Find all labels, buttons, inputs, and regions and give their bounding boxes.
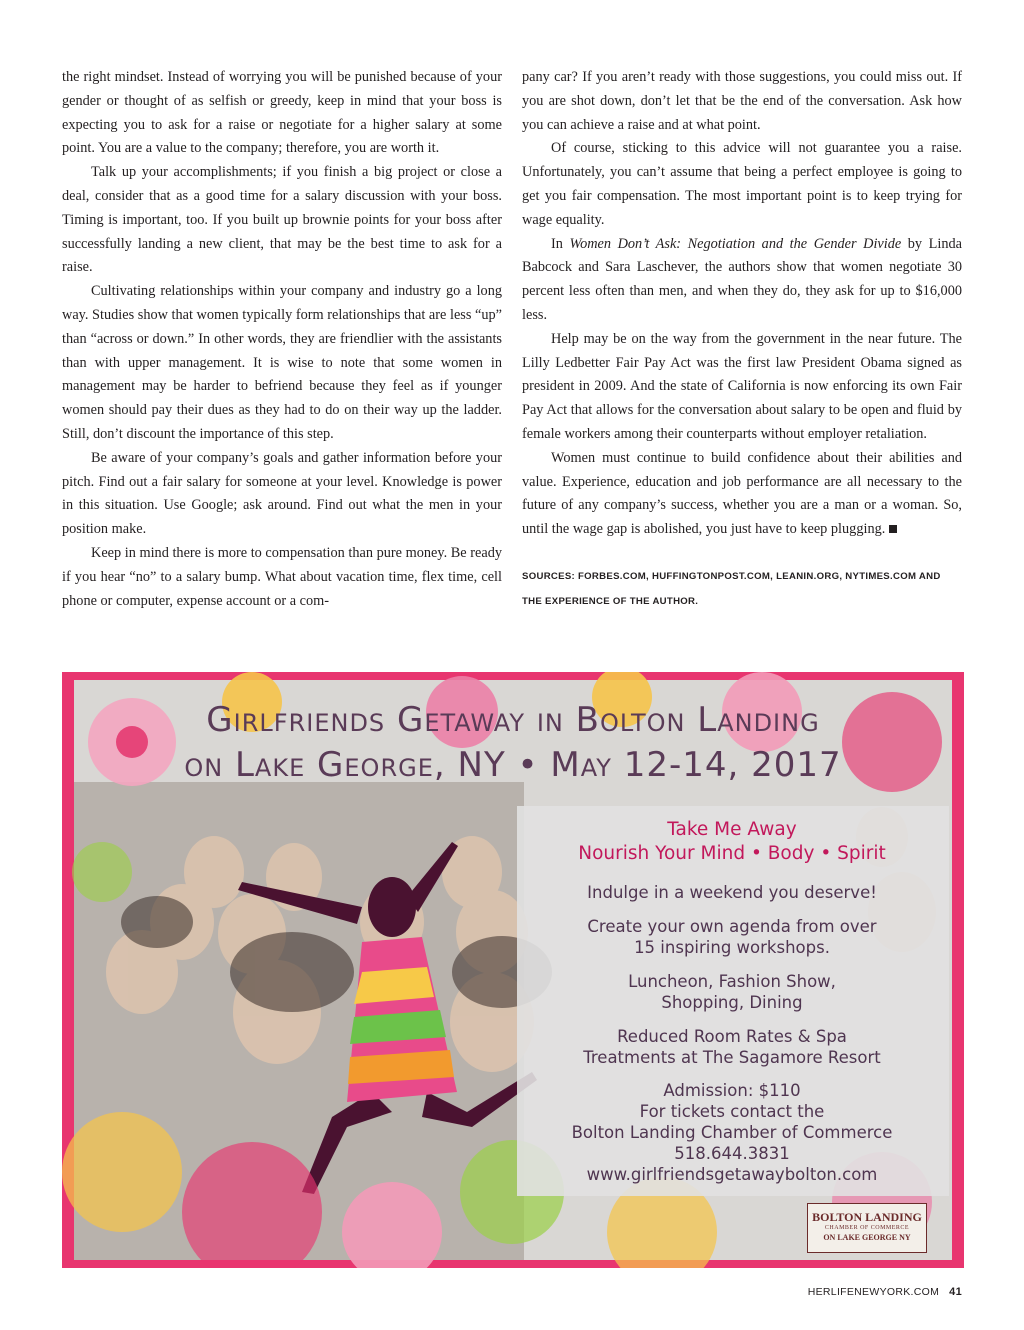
paragraph: Be aware of your company’s goals and gather information before your pitch. Find out a fair salary for someone at your level. Knowledge is power in this situation. Use Google; ask around. Find out what the men in your position make. (62, 449, 502, 538)
book-intro: In (551, 235, 570, 252)
paragraph: Keep in mind there is more to compensation than pure money. Be ready if you hear “no” to a salary bump. What about vacation time, flex time, cell phone or computer, expense account or a com- (62, 544, 502, 609)
article-right-column (522, 66, 962, 614)
bolton-landing-logo (807, 1203, 927, 1253)
ad-line-spa: Treatments at The Sagamore Resort (583, 1048, 881, 1067)
ad-website: www.girlfriendsgetawaybolton.com (586, 1165, 878, 1184)
logo-lake: ON LAKE GEORGE NY (823, 1233, 911, 1242)
closing-text: Women must continue to build confidence about their abilities and value. Experience, education and job performance are all necessary to the future of any company’s success, whether you are a man or a woman. So, until the wage gap is abolished, you just have to keep plugging. (522, 449, 962, 538)
paragraph: Of course, sticking to this advice will not guarantee you a raise. Unfortunately, you can’t assume that being a perfect employee is going to get you fair compensation. The most important point is to keep trying for wage equality. (522, 140, 962, 228)
ad-line-indulge: Indulge in a weekend you deserve! (587, 883, 877, 902)
ad-line-shopping: Shopping, Dining (661, 993, 803, 1012)
page-footer (808, 1286, 962, 1298)
advertisement (62, 672, 964, 1268)
article-left-column (62, 66, 502, 613)
paragraph: Talk up your accomplishments; if you finish a big project or close a deal, consider that as a good time for a salary discussion with your boss. Timing is important, too. If you built up brownie points for your boss after successfully landing a new client, that may be the best time to ask for a raise. (62, 164, 502, 276)
book-title: Women Don’t Ask: Negotiation and the Gender Divide (569, 235, 902, 252)
logo-name: BOLTON LANDING (812, 1210, 922, 1224)
page-number: 41 (949, 1286, 962, 1298)
ad-chamber: Bolton Landing Chamber of Commerce (571, 1123, 893, 1142)
ad-title-line-1: Girlfriends Getaway in Bolton Landing (206, 700, 820, 740)
paragraph: the right mindset. Instead of worrying you will be punished because of your gender or thought of as selfish or greedy, keep in mind that your boss is expecting you to ask for a raise or negotiate for a higher salary at some point. You are a value to the company; therefore, you are worth it. (62, 69, 502, 157)
paragraph: Help may be on the way from the government in the near future. The Lilly Ledbetter Fair Pay Act was the first law President Obama signed as president in 2009. And the state of California is now enforcing its own Fair Pay Act that allows for the conversation about salary to be open and fluid by female workers among their counterparts without employer retaliation. (522, 330, 962, 442)
ad-title-line-2: on Lake George, NY • May 12-14, 2017 (184, 745, 842, 785)
ad-line-rates: Reduced Room Rates & Spa (617, 1027, 847, 1046)
paragraph: Cultivating relationships within your company and industry go a long way. Studies show that women typically form relationships that are less “up” than “across or down.” In other words, they are friendlier with the assistants than with upper management. It is wise to note that some women in management may be harder to befriend because they feel as if younger women should pay their dues as they had to do on their way up the ladder. Still, don’t discount the importance of this step. (62, 283, 502, 442)
paragraph-closing (522, 447, 962, 542)
ad-line-agenda-2: 15 inspiring workshops. (634, 938, 830, 957)
end-mark-icon (889, 525, 897, 533)
paragraph-book-reference (522, 233, 962, 328)
sources-note: SOURCES: FORBES.COM, HUFFINGTONPOST.COM, LEANIN.ORG, NYTIMES.COM AND THE EXPERIENCE OF THE AUTHOR. (522, 570, 941, 607)
ad-tagline-1: Take Me Away (667, 819, 797, 840)
ad-line-luncheon: Luncheon, Fashion Show, (628, 972, 836, 991)
ad-tagline-2: Nourish Your Mind • Body • Spirit (578, 843, 886, 864)
ad-admission: Admission: $110 (663, 1081, 801, 1100)
site-url: HERLIFENEWYORK.COM (807, 1286, 940, 1298)
book-rest: by Linda Babcock and Sara Laschever, the authors show that women negotiate 30 percent less often than men, and when they do, they ask for up to $16,000 less. (522, 235, 962, 323)
ad-tickets: For tickets contact the (639, 1102, 825, 1121)
ad-line-agenda-1: Create your own agenda from over (587, 917, 877, 936)
ad-phone: 518.644.3831 (674, 1144, 790, 1163)
paragraph: pany car? If you aren’t ready with those suggestions, you could miss out. If you are shot down, don’t let that be the end of the conversation. Ask how you can achieve a raise and at what point. (522, 69, 962, 133)
logo-sub: CHAMBER OF COMMERCE (824, 1225, 910, 1231)
